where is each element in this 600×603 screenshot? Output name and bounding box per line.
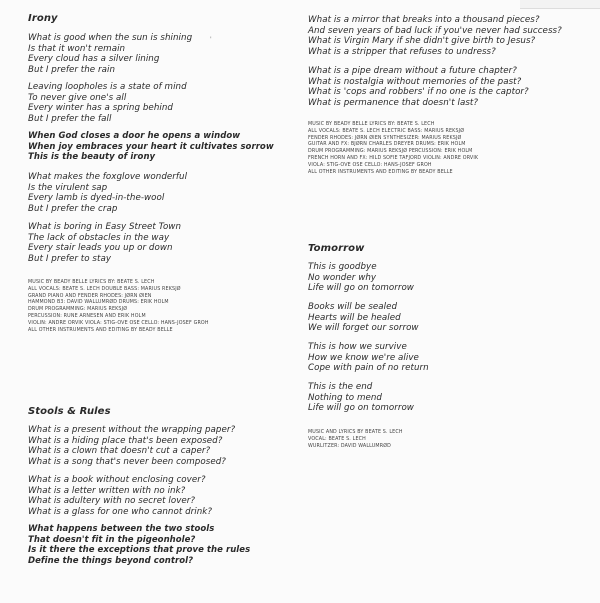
lyric-line: This is the end — [308, 382, 373, 392]
lyric-line: What is nostalgia without memories of the past? — [308, 76, 522, 87]
lyric-line: Is it there the exceptions that prove the rules — [28, 545, 251, 556]
lyric-line: What is a mirror that breaks into a thousand pieces? — [308, 15, 540, 25]
stanza — [28, 172, 187, 214]
credit-line: MUSIC AND LYRICS BY BEATE S. LECH — [308, 430, 403, 435]
lyric-line: Hearts will be healed — [308, 312, 401, 323]
credit-line: ALL OTHER INSTRUMENTS AND EDITING BY BEADY BELLE — [308, 169, 453, 175]
lyric-line: But I prefer the rain — [28, 64, 116, 75]
credit-line: MUSIC BY BEADY BELLE LYRICS BY: BEATE S. LECH — [28, 280, 155, 285]
stanza — [28, 33, 192, 75]
lyric-line: But I prefer to stay — [28, 253, 112, 264]
stanza — [28, 475, 212, 517]
lyric-line: Life will go on tomorrow — [308, 283, 414, 294]
lyric-line: This is how we survive — [308, 342, 407, 352]
lyric-line: And seven years of bad luck if you've never had success? — [308, 25, 562, 36]
lyric-line: Nothing to mend — [308, 392, 382, 403]
lyric-line: Define the things beyond control? — [28, 555, 194, 566]
credit-line: HAMMOND B3: DAVID WALLUMRØD DRUMS: ERIK HOLM — [28, 300, 169, 306]
lyric-line: What is a present without the wrapping paper? — [28, 425, 236, 435]
song-title: Stools & Rules — [28, 406, 111, 417]
stanza — [28, 222, 181, 264]
credit-line: WURLITZER: DAVID WALLUMRØD — [308, 443, 391, 449]
stanza — [308, 66, 529, 108]
stanza-chorus — [28, 524, 250, 566]
song-title: Tomorrow — [308, 243, 365, 254]
stanza — [308, 382, 414, 414]
lyric-line: We will forget our sorrow — [308, 323, 419, 334]
lyric-line: What is 'cops and robbers' if no one is the captor? — [308, 87, 529, 98]
lyric-line: Every winter has a spring behind — [28, 103, 173, 114]
lyric-line: What is good when the sun is shining — [28, 33, 193, 43]
lyric-line: When God closes a door he opens a window — [28, 131, 241, 141]
lyric-line: When joy embraces your heart it cultivates sorrow — [28, 141, 274, 152]
lyric-line: What is boring in Easy Street Town — [28, 222, 182, 232]
lyric-line: To never give one's all — [28, 92, 127, 103]
credit-line: VIOLA: STIG-OVE OSE CELLO: HANS-JOSEF GROH — [308, 162, 432, 168]
lyric-line: Every lamb is dyed-in-the-wool — [28, 193, 165, 204]
page-corner-shade — [520, 0, 600, 9]
stanza — [28, 425, 235, 467]
credit-line: VOCAL: BEATE S. LECH — [308, 436, 366, 442]
credit-line: GUITAR AND FX: BJØRN CHARLES DREYER DRUMS: ERIK HOLM — [308, 142, 466, 148]
song-title: Irony — [28, 13, 58, 24]
lyric-line: What is a book without enclosing cover? — [28, 475, 206, 485]
credit-line: GRAND PIANO AND FENDER RHODES: JØRN ØIEN — [28, 293, 152, 299]
lyric-line: This is goodbye — [308, 262, 377, 272]
lyric-line: Life will go on tomorrow — [308, 403, 414, 414]
lyric-line: The lack of obstacles in the way — [28, 232, 170, 243]
lyric-line: This is the beauty of irony — [28, 152, 156, 163]
credit-line: ALL VOCALS: BEATE S. LECH DOUBLE BASS: MARIUS REKSJØ — [28, 286, 181, 292]
lyric-line: Every cloud has a silver lining — [28, 54, 160, 65]
credit-line: FRENCH HORN AND FX: HILD SOFIE TAFJORD VIOLIN: ANDRE ORVIK — [308, 155, 479, 161]
song-stools-and-rules — [28, 406, 111, 418]
credits — [308, 430, 403, 450]
credit-line: PERCUSSION: RUNE ARNESEN AND ERIK HOLM — [28, 313, 146, 319]
stanza — [308, 342, 429, 374]
credits — [308, 122, 478, 176]
credit-line: ALL VOCALS: BEATE S. LECH ELECTRIC BASS: MARIUS REKSJØ — [308, 128, 465, 134]
lyric-line: How we know we're alive — [308, 352, 419, 363]
top-mark: ' — [210, 36, 212, 43]
lyric-line: What is a hiding place that's been exposed? — [28, 435, 223, 446]
credit-line: FENDER RHODES: JØRN ØIEN SYNTHESIZER: MARIUS REKSJØ — [308, 135, 462, 141]
stanza — [28, 82, 187, 124]
lyric-line: No wonder why — [308, 272, 377, 283]
credit-line: DRUM PROGRAMMING: MARIUS REKSJØ PERCUSSION: ERIK HOLM — [308, 149, 473, 155]
lyric-line: What is a glass for one who cannot drink? — [28, 506, 213, 517]
lyric-line: Is the virulent sap — [28, 182, 108, 193]
lyric-line: What happens between the two stools — [28, 524, 215, 534]
lyric-line: Books will be sealed — [308, 302, 398, 312]
lyric-line: That doesn't fit in the pigeonhole? — [28, 534, 196, 545]
lyric-line: But I prefer the crap — [28, 203, 118, 214]
lyric-line: What makes the foxglove wonderful — [28, 172, 188, 182]
credit-line: DRUM PROGRAMMING: MARIUS REKSJØ — [28, 307, 128, 313]
lyric-line: What is a clown that doesn't cut a caper? — [28, 446, 211, 457]
credit-line: MUSIC BY BEADY BELLE LYRICS BY: BEATE S. LECH — [308, 122, 435, 127]
lyric-line: What is a song that's never been composed? — [28, 456, 226, 467]
lyric-line: Leaving loopholes is a state of mind — [28, 82, 187, 92]
lyric-line: Is that it won't remain — [28, 43, 126, 54]
lyric-line: Cope with pain of no return — [308, 363, 429, 374]
lyric-line: What is adultery with no secret lover? — [28, 496, 196, 507]
stanza-chorus — [28, 131, 274, 163]
stanza — [308, 15, 562, 57]
lyric-line: What is a letter written with no ink? — [28, 485, 186, 496]
lyric-line: What is a pipe dream without a future chapter? — [308, 66, 517, 76]
lyric-line: What is permanence that doesn't last? — [308, 97, 479, 108]
credit-line: ALL OTHER INSTRUMENTS AND EDITING BY BEADY BELLE — [28, 327, 173, 333]
song-tomorrow — [308, 243, 364, 255]
lyric-line: What is a stripper that refuses to undress? — [308, 46, 496, 57]
stanza — [308, 302, 419, 334]
credits — [28, 280, 209, 334]
lyric-line: Every stair leads you up or down — [28, 243, 173, 254]
stanza — [308, 262, 414, 294]
song-irony — [28, 13, 58, 25]
lyric-line: What is Virgin Mary if she didn't give birth to Jesus? — [308, 36, 536, 47]
lyric-line: But I prefer the fall — [28, 113, 112, 124]
credit-line: VIOLIN: ANDRE ORVIK VIOLA: STIG-OVE OSE CELLO: HANS-JOSEF GROH — [28, 320, 209, 326]
